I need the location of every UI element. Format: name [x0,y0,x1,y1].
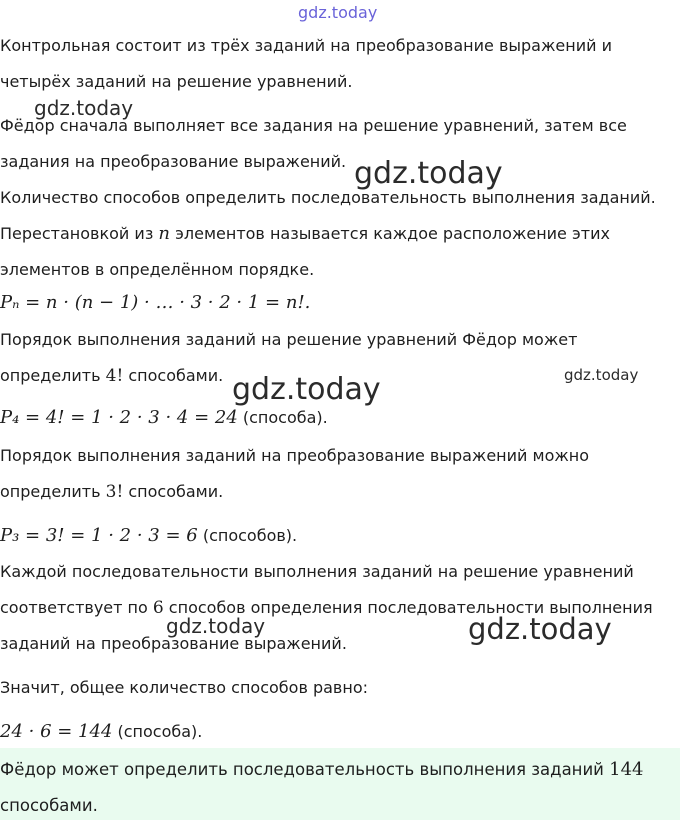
math-value: 144 [609,759,644,780]
text-run: Фёдор может определить последовательность выполнения заданий [0,760,610,779]
text-run: определить [0,366,106,385]
formula-total [0,722,202,742]
paragraph-line: Порядок выполнения заданий на преобразование выражений можно [0,446,590,465]
formula-text: P₃ = 3! = 1 · 2 · 3 = 6 [0,525,198,546]
paragraph-line: Каждой последовательности выполнения заданий на решение уравнений [0,562,634,581]
formula-permutation: Pₙ = n · (n − 1) · … · 3 · 2 · 1 = n!. [0,292,311,313]
formula-p4 [0,408,328,428]
text-run: Перестановкой из [0,224,159,243]
answer-line: способами. [0,796,98,815]
text-run: элементов называется каждое расположение этих [170,224,610,243]
paragraph-line: Контрольная состоит из трёх заданий на преобразование выражений и [0,36,612,55]
formula-suffix: (способов). [197,526,298,545]
watermark-4: gdz.today [564,366,639,384]
paragraph-line: заданий на преобразование выражений. [0,634,347,653]
paragraph-line: четырёх заданий на решение уравнений. [0,72,353,91]
formula-suffix: (способа). [112,722,203,741]
answer-line [0,760,644,780]
formula-text: P₄ = 4! = 1 · 2 · 3 · 4 = 24 [0,407,238,428]
formula-text: 24 · 6 = 144 [0,721,113,742]
paragraph-line [0,224,610,244]
math-value: 4! [105,366,124,386]
watermark-2: gdz.today [354,156,503,191]
text-run: способами. [123,366,224,385]
paragraph-line: Фёдор сначала выполняет все задания на решение уравнений, затем все [0,116,627,135]
math-variable: n [158,223,170,244]
paragraph-line [0,482,223,502]
text-run: соответствует по [0,598,153,617]
formula-p3 [0,526,297,546]
paragraph-line: Значит, общее количество способов равно: [0,678,368,697]
text-run: определить [0,482,106,501]
formula-suffix: (способа). [237,408,328,427]
watermark-6: gdz.today [468,612,612,646]
watermark-3: gdz.today [232,372,381,407]
math-value: 3! [105,482,124,502]
text-run: способов определения последовательности выполнения [163,598,653,617]
text-run: способами. [123,482,224,501]
answer-box [0,748,680,820]
watermark-top: gdz.today [298,3,378,22]
paragraph-line: задания на преобразование выражений. [0,152,347,171]
watermark-1: gdz.today [34,96,134,120]
paragraph-line: Порядок выполнения заданий на решение уравнений Фёдор может [0,330,578,349]
math-value: 6 [152,598,164,618]
paragraph-line [0,366,223,386]
paragraph-line [0,598,653,618]
watermark-5: gdz.today [166,614,266,638]
paragraph-line: элементов в определённом порядке. [0,260,315,279]
paragraph-line: Количество способов определить последовательность выполнения заданий. [0,188,656,207]
